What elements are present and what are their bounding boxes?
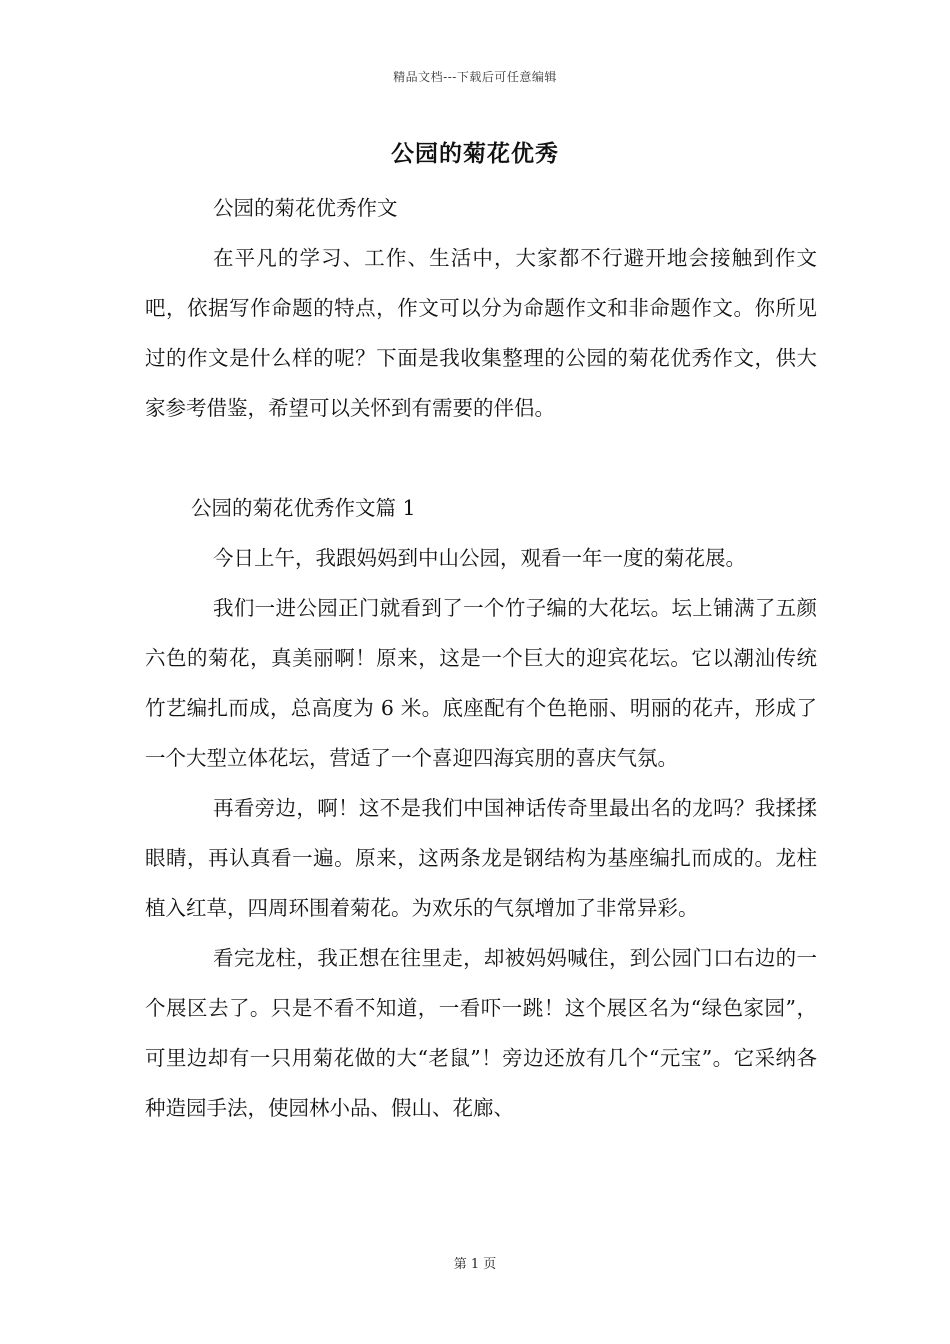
section-spacer bbox=[145, 433, 817, 483]
page-header: 精品文档---下载后可任意编辑 bbox=[393, 70, 557, 84]
page-number: 第 1 页 bbox=[453, 1257, 497, 1272]
intro-paragraph: 在平凡的学习、工作、生活中，大家都不行避开地会接触到作文吧，依据写作命题的特点，作文可以分为命题作文和非命题作文。你所见过的作文是什么样的呢？下面是我收集整理的公园的菊花优秀作文，供大家参考借鉴，希望可以关怀到有需要的伴侣。 bbox=[145, 246, 817, 420]
document-subtitle: 公园的菊花优秀作文 bbox=[213, 196, 398, 220]
body-paragraph: 今日上午，我跟妈妈到中山公园，观看一年一度的菊花展。 bbox=[213, 546, 746, 570]
body-paragraph: 我们一进公园正门就看到了一个竹子编的大花坛。坛上铺满了五颜六色的菊花，真美丽啊！原来，这是一个巨大的迎宾花坛。它以潮汕传统竹艺编扎而成，总高度为 6 米。底座配有个色艳丽、明丽的花卉，形成了一个大型立体花坛，营适了一个喜迎四海宾朋的喜庆气氛。 bbox=[145, 596, 817, 770]
body-paragraph: 再看旁边，啊！这不是我们中国神话传奇里最出名的龙吗？我揉揉眼睛，再认真看一遍。原来，这两条龙是钢结构为基座编扎而成的。龙柱植入红草，四周环围着菊花。为欢乐的气氛增加了非常异彩。 bbox=[145, 796, 817, 920]
section-heading: 公园的菊花优秀作文篇 1 bbox=[191, 496, 416, 520]
document-body bbox=[145, 183, 817, 1133]
document-title: 公园的菊花优秀 bbox=[391, 140, 559, 167]
body-paragraph: 看完龙柱，我正想在往里走，却被妈妈喊住，到公园门口右边的一个展区去了。只是不看不知道，一看吓一跳！这个展区名为“绿色家园”，可里边却有一只用菊花做的大“老鼠”！旁边还放有几个“元宝”。它采纳各种造园手法，使园林小品、假山、花廊、 bbox=[145, 946, 817, 1120]
